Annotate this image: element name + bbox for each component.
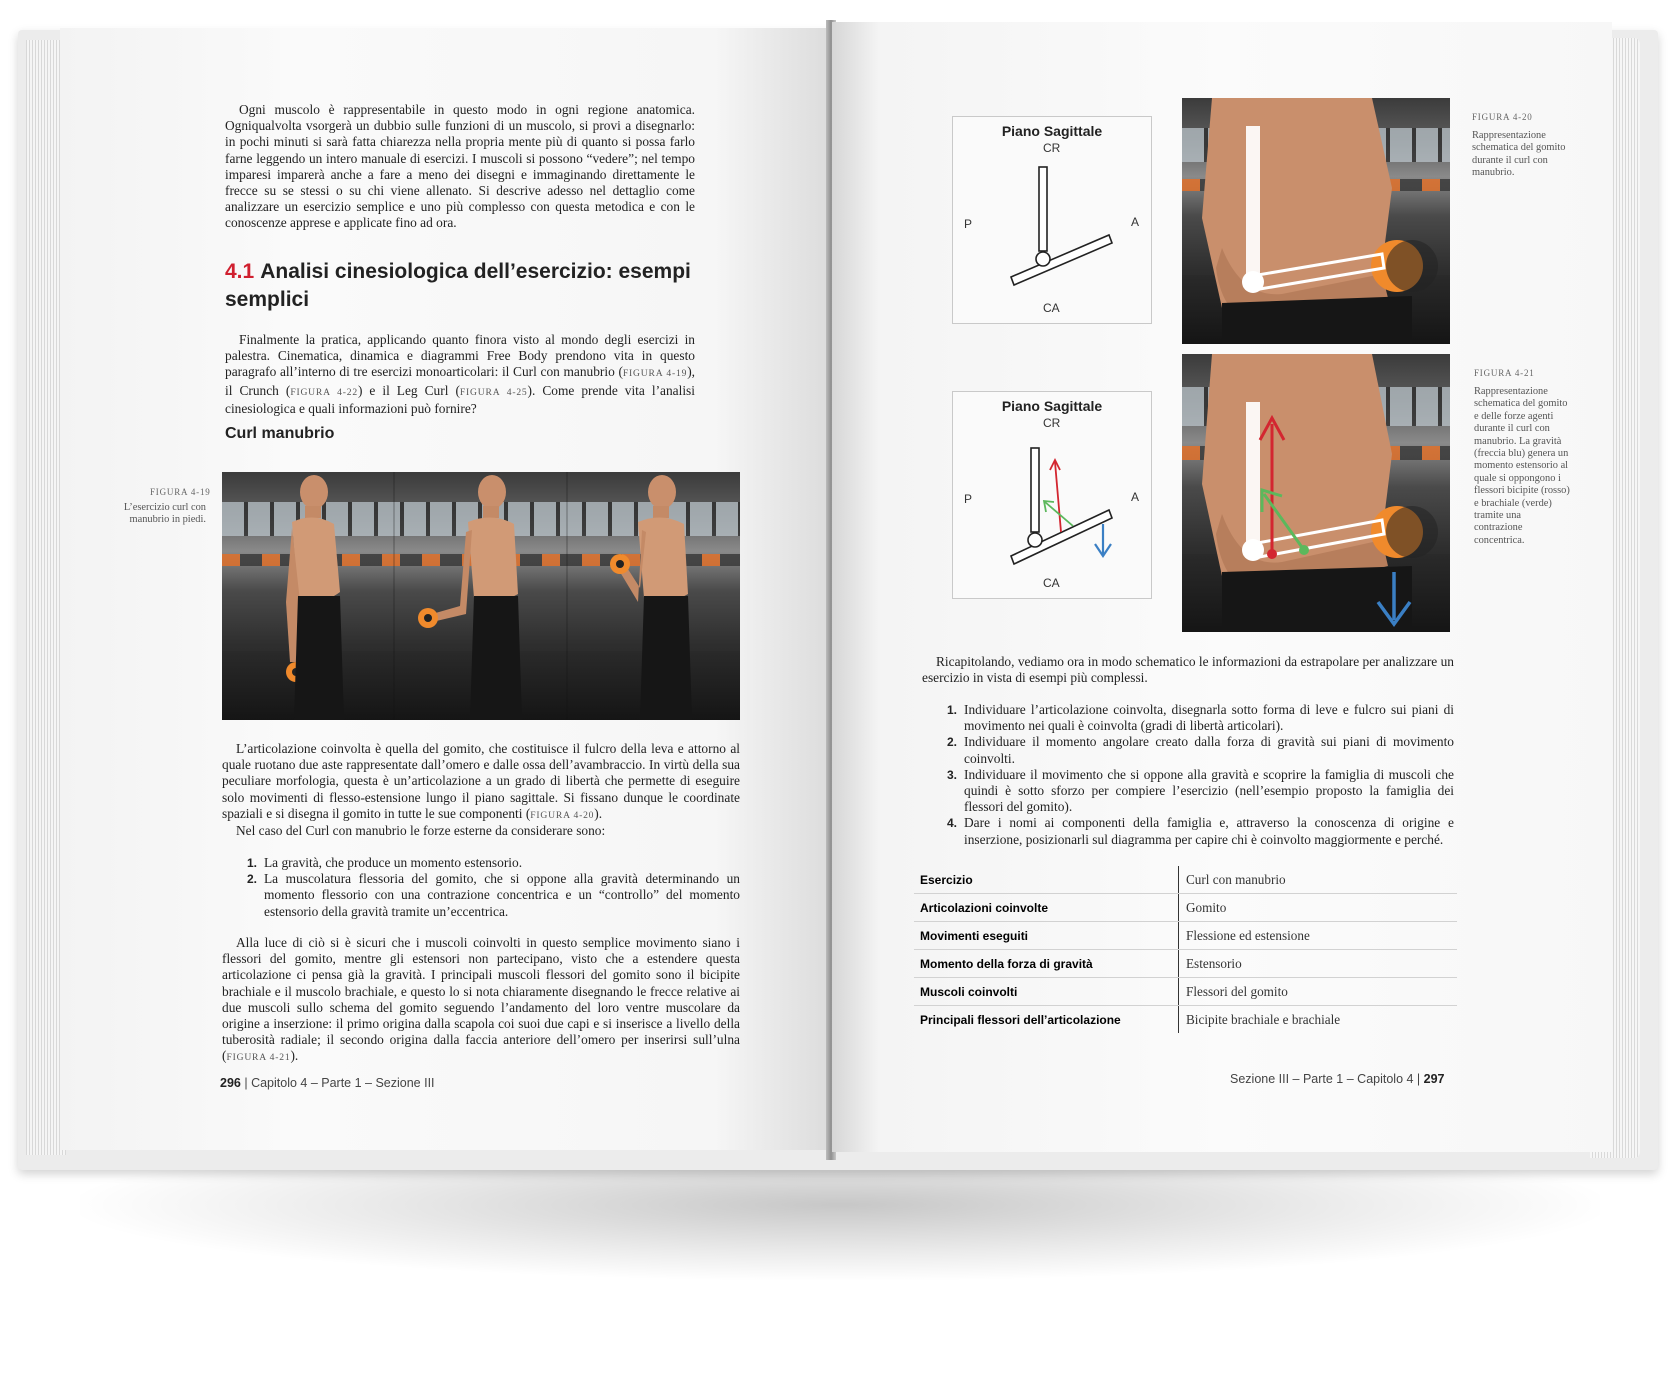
figure-4-19-label: FIGURA 4-19 <box>150 487 211 497</box>
figure-ref[interactable]: FIGURA 4-21 <box>226 1052 291 1064</box>
list-item: 1. La gravità, che produce un momento estensorio. <box>247 855 523 870</box>
table-row: Momento della forza di gravità Estensorio <box>914 950 1457 978</box>
elbow-overlay-photo-2 <box>1182 354 1450 632</box>
sagittal-diagram-2 <box>952 391 1152 599</box>
elbow-overlay-photo-1 <box>1182 98 1450 344</box>
diagram-title: Piano Sagittale <box>1001 123 1103 139</box>
list-item: 3. Individuare il movimento che si oppone alla gravità e scoprire la famiglia di muscoli che quindi è sotto sforzo per compiere l’esercizio (nell’esempio proposto la famiglia dei flessori del gomito). <box>947 766 1454 815</box>
figure-ref[interactable]: FIGURA 4-20 <box>530 809 595 821</box>
label-a: A <box>1131 490 1140 504</box>
sagittal-diagram-1 <box>952 116 1152 324</box>
figure-4-19-photo <box>222 472 740 720</box>
section-intro-paragraph: Finalmente la pratica, applicando quanto finora visto al mondo degli esercizi in palestra. Cinematica, dinamica e diagrammi Free Body prendono vita in questo paragrafo all’interno di tre esercizi monoarticolari: il Curl con manubrio (FIGURA 4-19), il Crunch (FIGURA 4-22) e il Leg Curl (FIGURA 4-25). Come prende vita l’analisi cinesiologica e quali informazioni può fornire? <box>225 332 696 416</box>
recap-paragraph: Ricapitolando, vediamo ora in modo schematico le informazioni da estrapolare per analizzare un esercizio in vista di esempi più complessi. <box>922 654 1454 686</box>
athlete-pose-2 <box>418 475 522 720</box>
label-cr: CR <box>1043 416 1061 430</box>
steps-list <box>947 702 1454 848</box>
table-row: Articolazioni coinvolte Gomito <box>914 894 1457 922</box>
figure-ref[interactable]: FIGURA 4-22 <box>290 386 358 398</box>
intro-paragraph: Ogni muscolo è rappresentabile in questo modo in ogni regione anatomica. Ogniqualvolta vsorgerà un dubbio sulle funzioni di un muscolo, si provi a disegnarlo: in pochi minuti si sarà fatta chiarezza nella propria mente più di quanto si possa farlo farne leggendo un intero manuale di esercizi. I muscoli si possono “vedere”; nel tempo imparesi imparerà anche a fare a meno dei disegni e immaginando direttamente le frecce su se stessi o su chi viene allenato. Si descrive adesso nel dettaglio come analizzare un esercizio semplice e uno più complesso con questa metodica e con le conoscenze apprese e applicate fino ad ora. <box>225 102 695 231</box>
figure-4-21-photo <box>1182 354 1450 632</box>
label-p: P <box>964 492 973 506</box>
elbow-lever-diagram <box>953 117 1151 323</box>
figure-4-20-caption: Rappresentazione schematica del gomito durante il curl con manubrio. <box>1472 130 1566 179</box>
section-heading <box>225 258 695 314</box>
list-item: 4. Dare i nomi ai componenti della famiglia e, attraverso la conoscenza di origine e inserzione, posizionarli sul diagramma per capire chi è coinvolto maggiormente e perché. <box>947 815 1454 847</box>
figure-4-20-label: FIGURA 4-20 <box>1472 112 1533 122</box>
diagram-title: Piano Sagittale <box>1001 398 1103 414</box>
athlete-pose-3 <box>610 475 692 720</box>
list-item: 2. La muscolatura flessoria del gomito, che si oppone alla gravità determinando un momento flessorio con una contrazione concentrica e un “controllo” del momento estensorio della gravità tramite un’eccentrica. <box>247 871 740 919</box>
figure-4-21-label: FIGURA 4-21 <box>1474 368 1535 378</box>
athlete-pose-1 <box>286 475 344 720</box>
section-title: Analisi cinesiologica dell’esercizio: esempi semplici <box>225 260 691 311</box>
label-ca: CA <box>1043 301 1060 315</box>
page-number: 296 <box>220 1076 241 1090</box>
conclusion-paragraph: Alla luce di ciò si è sicuri che i muscoli coinvolti in questo semplice movimento siano i flessori del gomito, mentre gli estensori non partecipano, visto che a estendere questa articolazione ci pensa già la gravità. I principali muscoli flessori del gomito sono il bicipite brachiale e il muscolo brachiale, e questo lo si nota chiaramente disegnando le frecce relative ai due muscoli sullo schema del gomito seguendo l’andamento del loro ventre muscolare da origine a inserzione: il primo origina dalla scapola coi suoi due capi e si inserisce a livello della tuberosità radiale; il secondo origina dalla faccia anteriore dell’omero per inserirsi sull’ulna (FIGURA 4-21). <box>222 935 740 1064</box>
forces-list <box>247 855 740 920</box>
joint-paragraph: L’articolazione coinvolta è quella del gomito, che costituisce il fulcro della leva e attorno al quale ruotano due aste rappresentate dall’omero e dalle ossa dell’avambraccio. In virtù della sua peculiare morfologia, questa è un’articolazione a un grado di libertà che permette di eseguire solo movimenti di flesso-estensione lungo il piano sagittale. Si fissano dunque le coordinate spaziali e si disegna il gomito in tutte le sue componenti (FIGURA 4-20). <box>222 741 740 821</box>
page-number: 297 <box>1423 1072 1445 1086</box>
list-item: 1. Individuare l’articolazione coinvolta, disegnarla sotto forma di leve e fulcro sui piani di movimento nei quali è coinvolta (gradi di libertà articolari). <box>947 702 1454 734</box>
figure-4-19-caption: L’esercizio curl con manubrio in piedi. <box>123 502 206 526</box>
table-row: Movimenti eseguiti Flessione ed estensione <box>914 922 1457 950</box>
label-cr: CR <box>1043 141 1061 155</box>
table-row: Principali flessori dell’articolazione Bicipite brachiale e brachiale <box>914 1006 1457 1034</box>
section-number: 4.1 <box>225 260 255 283</box>
curl-sequence-illustration <box>222 472 740 720</box>
subsection-title: Curl manubrio <box>225 425 335 442</box>
list-item: 2. Individuare il momento angolare creato dalla forza di gravità sui piani di movimento coinvolti. <box>947 734 1454 766</box>
label-ca: CA <box>1043 576 1060 590</box>
summary-table <box>914 866 1457 1033</box>
left-footer <box>220 1076 435 1090</box>
elbow-forces-diagram <box>953 392 1151 598</box>
table-row: Esercizio Curl con manubrio <box>914 866 1457 894</box>
figure-ref[interactable]: FIGURA 4-19 <box>622 368 688 380</box>
figure-4-20-photo <box>1182 98 1450 344</box>
figure-ref[interactable]: FIGURA 4-25 <box>459 386 528 398</box>
label-p: P <box>964 217 973 231</box>
label-a: A <box>1131 215 1140 229</box>
running-footer: Sezione III – Parte 1 – Capitolo 4 | <box>1230 1072 1421 1086</box>
running-footer: | Capitolo 4 – Parte 1 – Sezione III <box>244 1076 435 1090</box>
right-footer <box>1230 1072 1445 1086</box>
figure-4-21-caption: Rappresentazione schematica del gomito e delle forze agenti durante il curl con manubrio. La gravità (freccia blu) genera un momento estensorio al quale si oppongono i flessori bicipite (rosso) e brachiale (verde) tramite una contrazione concentrica. <box>1474 386 1570 546</box>
forces-paragraph: Nel caso del Curl con manubrio le forze esterne da considerare sono: <box>236 823 606 838</box>
table-row: Muscoli coinvolti Flessori del gomito <box>914 978 1457 1006</box>
